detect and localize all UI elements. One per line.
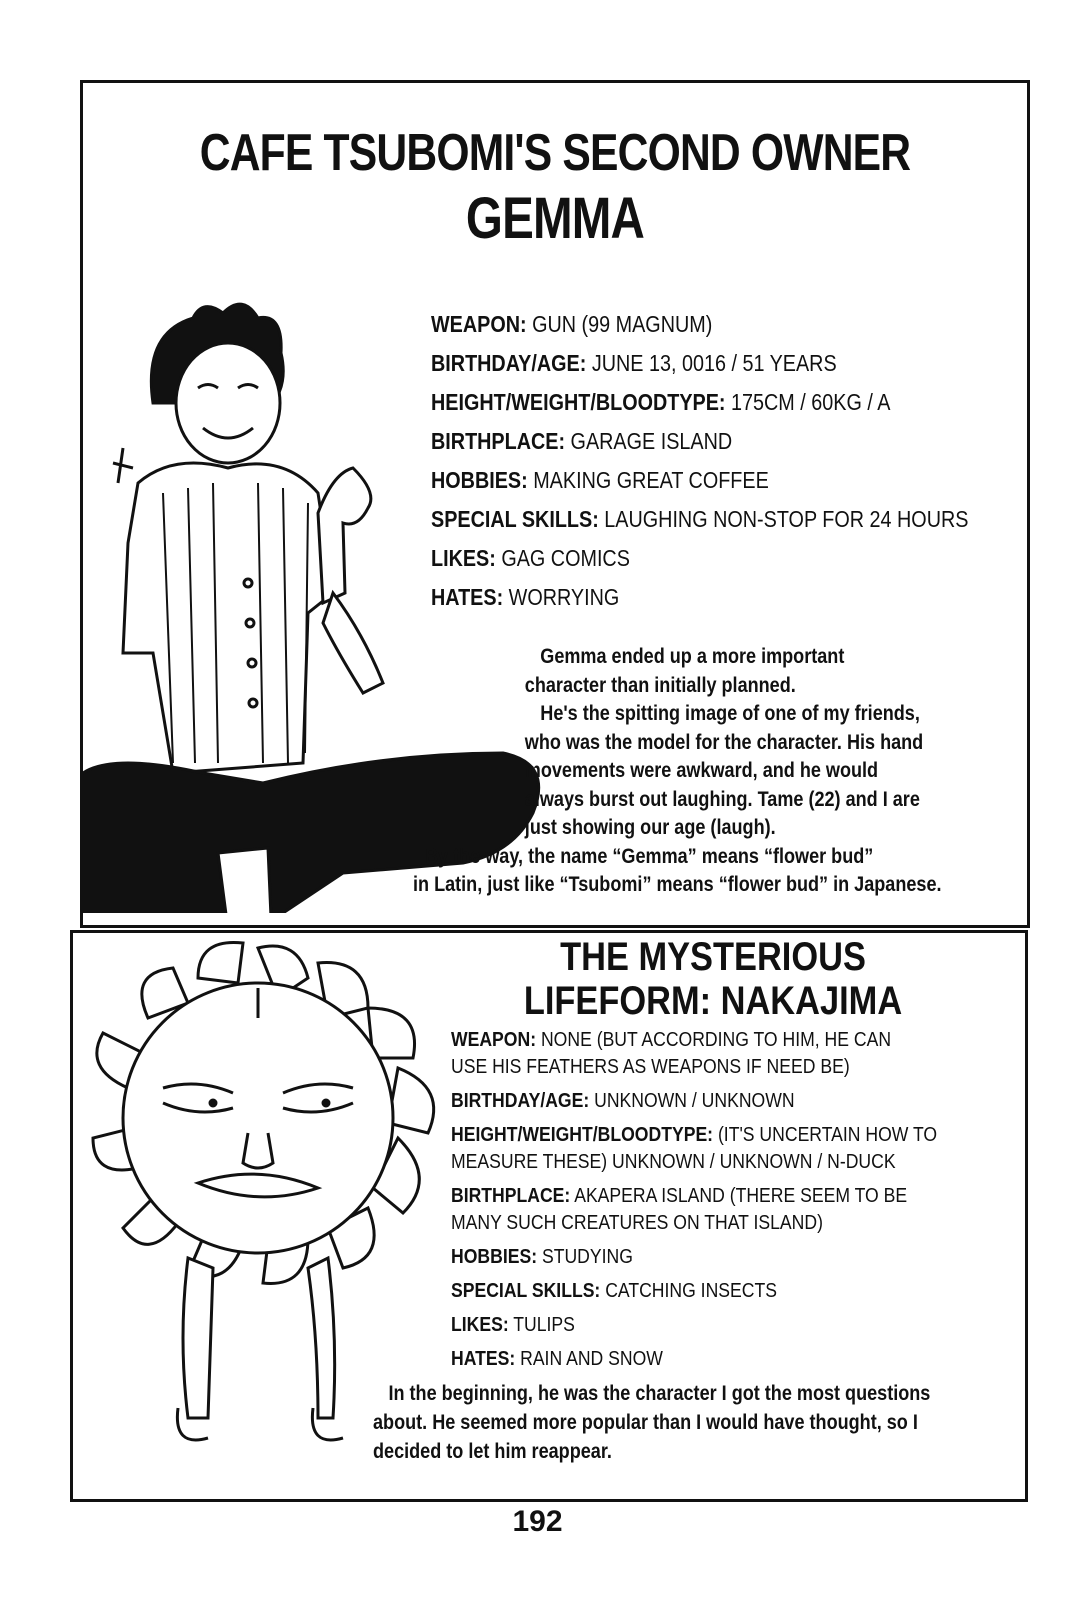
gemma-stat-likes: LIKES: GAG COMICS: [431, 545, 630, 571]
gemma-stat-skills: SPECIAL SKILLS: LAUGHING NON-STOP FOR 24 HOURS: [431, 506, 969, 532]
nakajima-stat-birthplace: BIRTHPLACE: AKAPERA ISLAND (THERE SEEM TO BE MANY SUCH CREATURES ON THAT ISLAND): [451, 1185, 908, 1234]
gemma-title-line1: CAFE TSUBOMI'S SECOND OWNER: [199, 124, 911, 182]
nakajima-title-line2: LIFEFORM: NAKAJIMA: [523, 979, 903, 1023]
nakajima-stats: [451, 1027, 1021, 1380]
gemma-stat-birthday: BIRTHDAY/AGE: JUNE 13, 0016 / 51 YEARS: [431, 350, 837, 376]
gemma-stat-hates: HATES: WORRYING: [431, 584, 620, 610]
gemma-stat-weapon: WEAPON: GUN (99 MAGNUM): [431, 311, 713, 337]
nakajima-stat-height: HEIGHT/WEIGHT/BLOODTYPE: (IT'S UNCERTAIN HOW TO MEASURE THESE) UNKNOWN / UNKNOWN / N-DUCK: [451, 1124, 938, 1173]
gemma-stat-birthplace: BIRTHPLACE: GARAGE ISLAND: [431, 428, 733, 454]
gemma-stat-height: HEIGHT/WEIGHT/BLOODTYPE: 175CM / 60KG / A: [431, 389, 891, 415]
gemma-stat-hobbies: HOBBIES: MAKING GREAT COFFEE: [431, 467, 769, 493]
nakajima-stat-skills: SPECIAL SKILLS: CATCHING INSECTS: [451, 1280, 777, 1302]
gemma-stats: [431, 305, 1021, 617]
nakajima-stat-hates: HATES: RAIN AND SNOW: [451, 1348, 663, 1370]
gemma-commentary: Gemma ended up a more important character than initially planned. He's the spitting image of one of my friends, who was the model for the character. His hand movements were awkward, and he would always burst out laughing. Tame (22) and I are just showing our age (laugh). By the way, the name “Gemma” means “flower bud” in Latin, just like “Tsubomi” means “flower bud” in Japanese.: [413, 645, 942, 896]
nakajima-profile-panel: [70, 930, 1028, 1502]
nakajima-commentary: In the beginning, he was the character I got the most questions about. He seemed more popular than I would have thought, so I decided to let him reappear.: [373, 1382, 931, 1463]
nakajima-stat-likes: LIKES: TULIPS: [451, 1314, 575, 1336]
gemma-title-line2: GEMMA: [465, 186, 645, 251]
nakajima-title-line1: THE MYSTERIOUS: [560, 935, 866, 979]
nakajima-stat-weapon: WEAPON: NONE (BUT ACCORDING TO HIM, HE CAN USE HIS FEATHERS AS WEAPONS IF NEED BE): [451, 1029, 892, 1078]
nakajima-stat-hobbies: HOBBIES: STUDYING: [451, 1246, 633, 1268]
gemma-profile-panel: [80, 80, 1030, 928]
nakajima-stat-birthday: BIRTHDAY/AGE: UNKNOWN / UNKNOWN: [451, 1090, 795, 1112]
page-number: 192: [512, 1505, 563, 1538]
